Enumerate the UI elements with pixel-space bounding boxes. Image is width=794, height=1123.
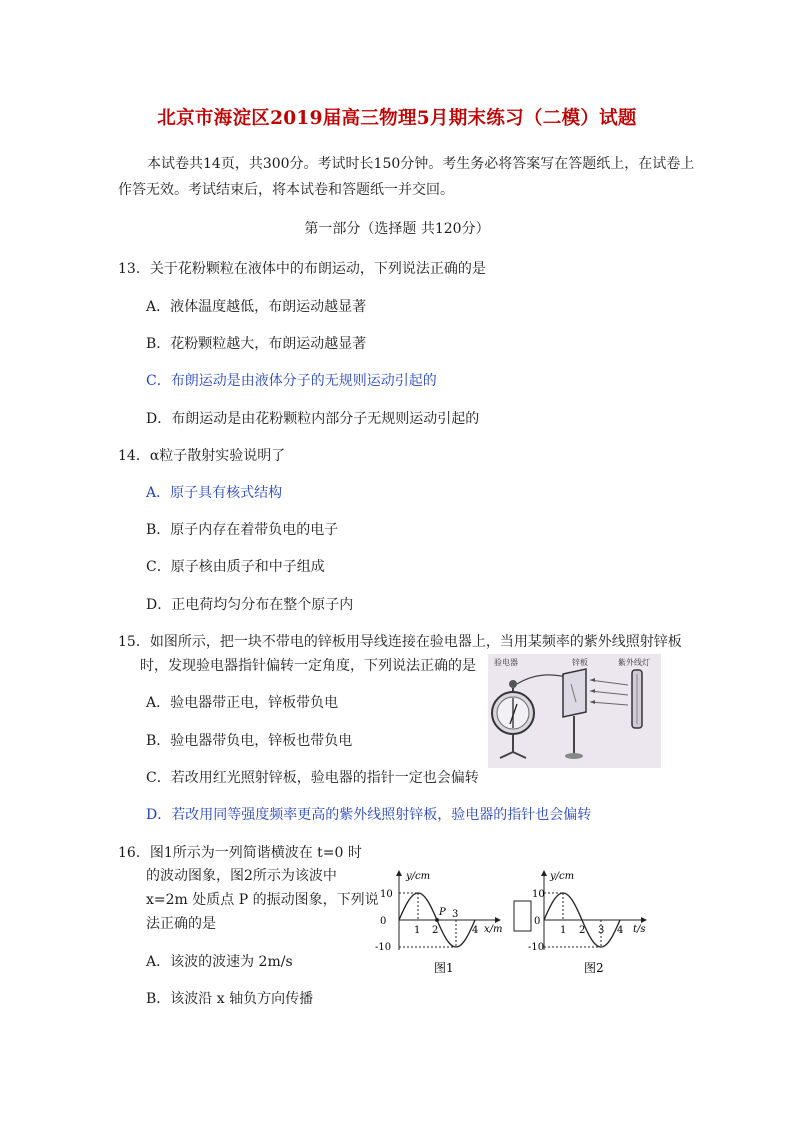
electroscope-knob (509, 680, 517, 688)
q15-option-a: A．验电器带正电，锌板带负电 (146, 695, 339, 711)
q16-stem-line-2: 的波动图象，图2所示为该波中 (146, 868, 337, 884)
fig2-tick-x-2: 2 (579, 925, 586, 936)
fig1-point-p (435, 918, 439, 922)
fig2-tick-x-4: 4 (617, 925, 624, 936)
fig2-caption: 图2 (584, 961, 604, 975)
q15-label-uv: 紫外线灯 (618, 658, 650, 667)
q15-figure (488, 654, 661, 768)
intro-line-1: 本试卷共14页，共300分。考试时长150分钟。考生务必将答案写在答题纸上，在试卷上 (147, 156, 695, 172)
fig1-y-label: y/cm (406, 871, 431, 882)
fig1-point-label: P (439, 907, 446, 918)
page-title: 北京市海淀区2019届高三物理5月期末练习（二模）试题 (157, 108, 637, 129)
q15-stem-line-1: 15．如图所示，把一块不带电的锌板用导线连接在验电器上，当用某频率的紫外线照射锌板 (118, 634, 682, 650)
q16-option-b: B．该波沿 x 轴负方向传播 (146, 991, 314, 1007)
q15-figure-drawing (488, 654, 661, 768)
fig2-tick-y-neg10: -10 (528, 942, 545, 953)
fig2-x-label: t/s (633, 924, 646, 935)
q14-option-d: D．正电荷均匀分布在整个原子内 (146, 597, 354, 613)
fig2-tick-x-1: 1 (560, 925, 567, 936)
fig1-tick-x-1: 1 (414, 925, 421, 936)
q16-stem-line-1: 16．图1所示为一列简谐横波在 t=0 时 (118, 845, 362, 861)
q16-figure-2 (510, 866, 660, 978)
intro-line-2: 作答无效。考试结束后，将本试卷和答题纸一并交回。 (118, 182, 454, 198)
q14-stem: 14．α粒子散射实验说明了 (118, 448, 286, 464)
q15-option-c: C．若改用红光照射锌板，验电器的指针一定也会偏转 (146, 770, 479, 786)
fig2-tick-y-10: 10 (532, 889, 545, 900)
fig2-tick-0: 0 (534, 916, 541, 927)
q15-option-b: B．验电器带负电，锌板也带负电 (146, 733, 353, 749)
fig2-tick-x-3: 3 (598, 925, 605, 936)
q13-option-d: D．布朗运动是由花粉颗粒内部分子无规则运动引起的 (146, 411, 480, 427)
q16-stem-line-3: x=2m 处质点 P 的振动图象，下列说 (146, 892, 379, 908)
q15-label-zinc: 锌板 (572, 658, 588, 667)
fig2-y-label: y/cm (550, 871, 575, 882)
fig1-tick-x-3: 3 (452, 909, 459, 920)
fig1-tick-x-4: 4 (472, 925, 479, 936)
fig1-x-label: x/m (484, 924, 503, 935)
q13-option-c: C．布朗运动是由液体分子的无规则运动引起的 (146, 373, 437, 389)
q16-option-a: A．该波的波速为 2m/s (146, 954, 293, 970)
q13-option-a: A．液体温度越低，布朗运动越显著 (146, 299, 367, 315)
q14-option-b: B．原子内存在着带负电的电子 (146, 522, 339, 538)
q14-option-c: C．原子核由质子和中子组成 (146, 559, 325, 575)
q16-stem-line-4: 法正确的是 (146, 916, 216, 932)
q13-option-b: B．花粉颗粒越大，布朗运动越显著 (146, 336, 367, 352)
fig1-tick-y-10: 10 (380, 889, 393, 900)
q13-stem: 13．关于花粉颗粒在液体中的布朗运动，下列说法正确的是 (118, 261, 486, 277)
fig1-tick-y-neg10: -10 (375, 942, 392, 953)
q15-label-electroscope: 验电器 (494, 658, 518, 667)
section-title: 第一部分（选择题 共120分） (304, 221, 490, 237)
fig1-tick-x-2: 2 (432, 925, 439, 936)
q15-stem-line-2: 时，发现验电器指针偏转一定角度，下列说法正确的是 (140, 658, 476, 674)
zinc-plate (563, 669, 586, 717)
fig2-box (514, 901, 531, 931)
q16-figure-1 (372, 866, 512, 978)
q14-option-a: A．原子具有核式结构 (146, 485, 283, 501)
fig1-tick-0: 0 (380, 916, 387, 927)
fig1-caption: 图1 (434, 961, 454, 975)
q15-option-d: D．若改用同等强度频率更高的紫外线照射锌板，验电器的指针也会偏转 (146, 807, 592, 823)
